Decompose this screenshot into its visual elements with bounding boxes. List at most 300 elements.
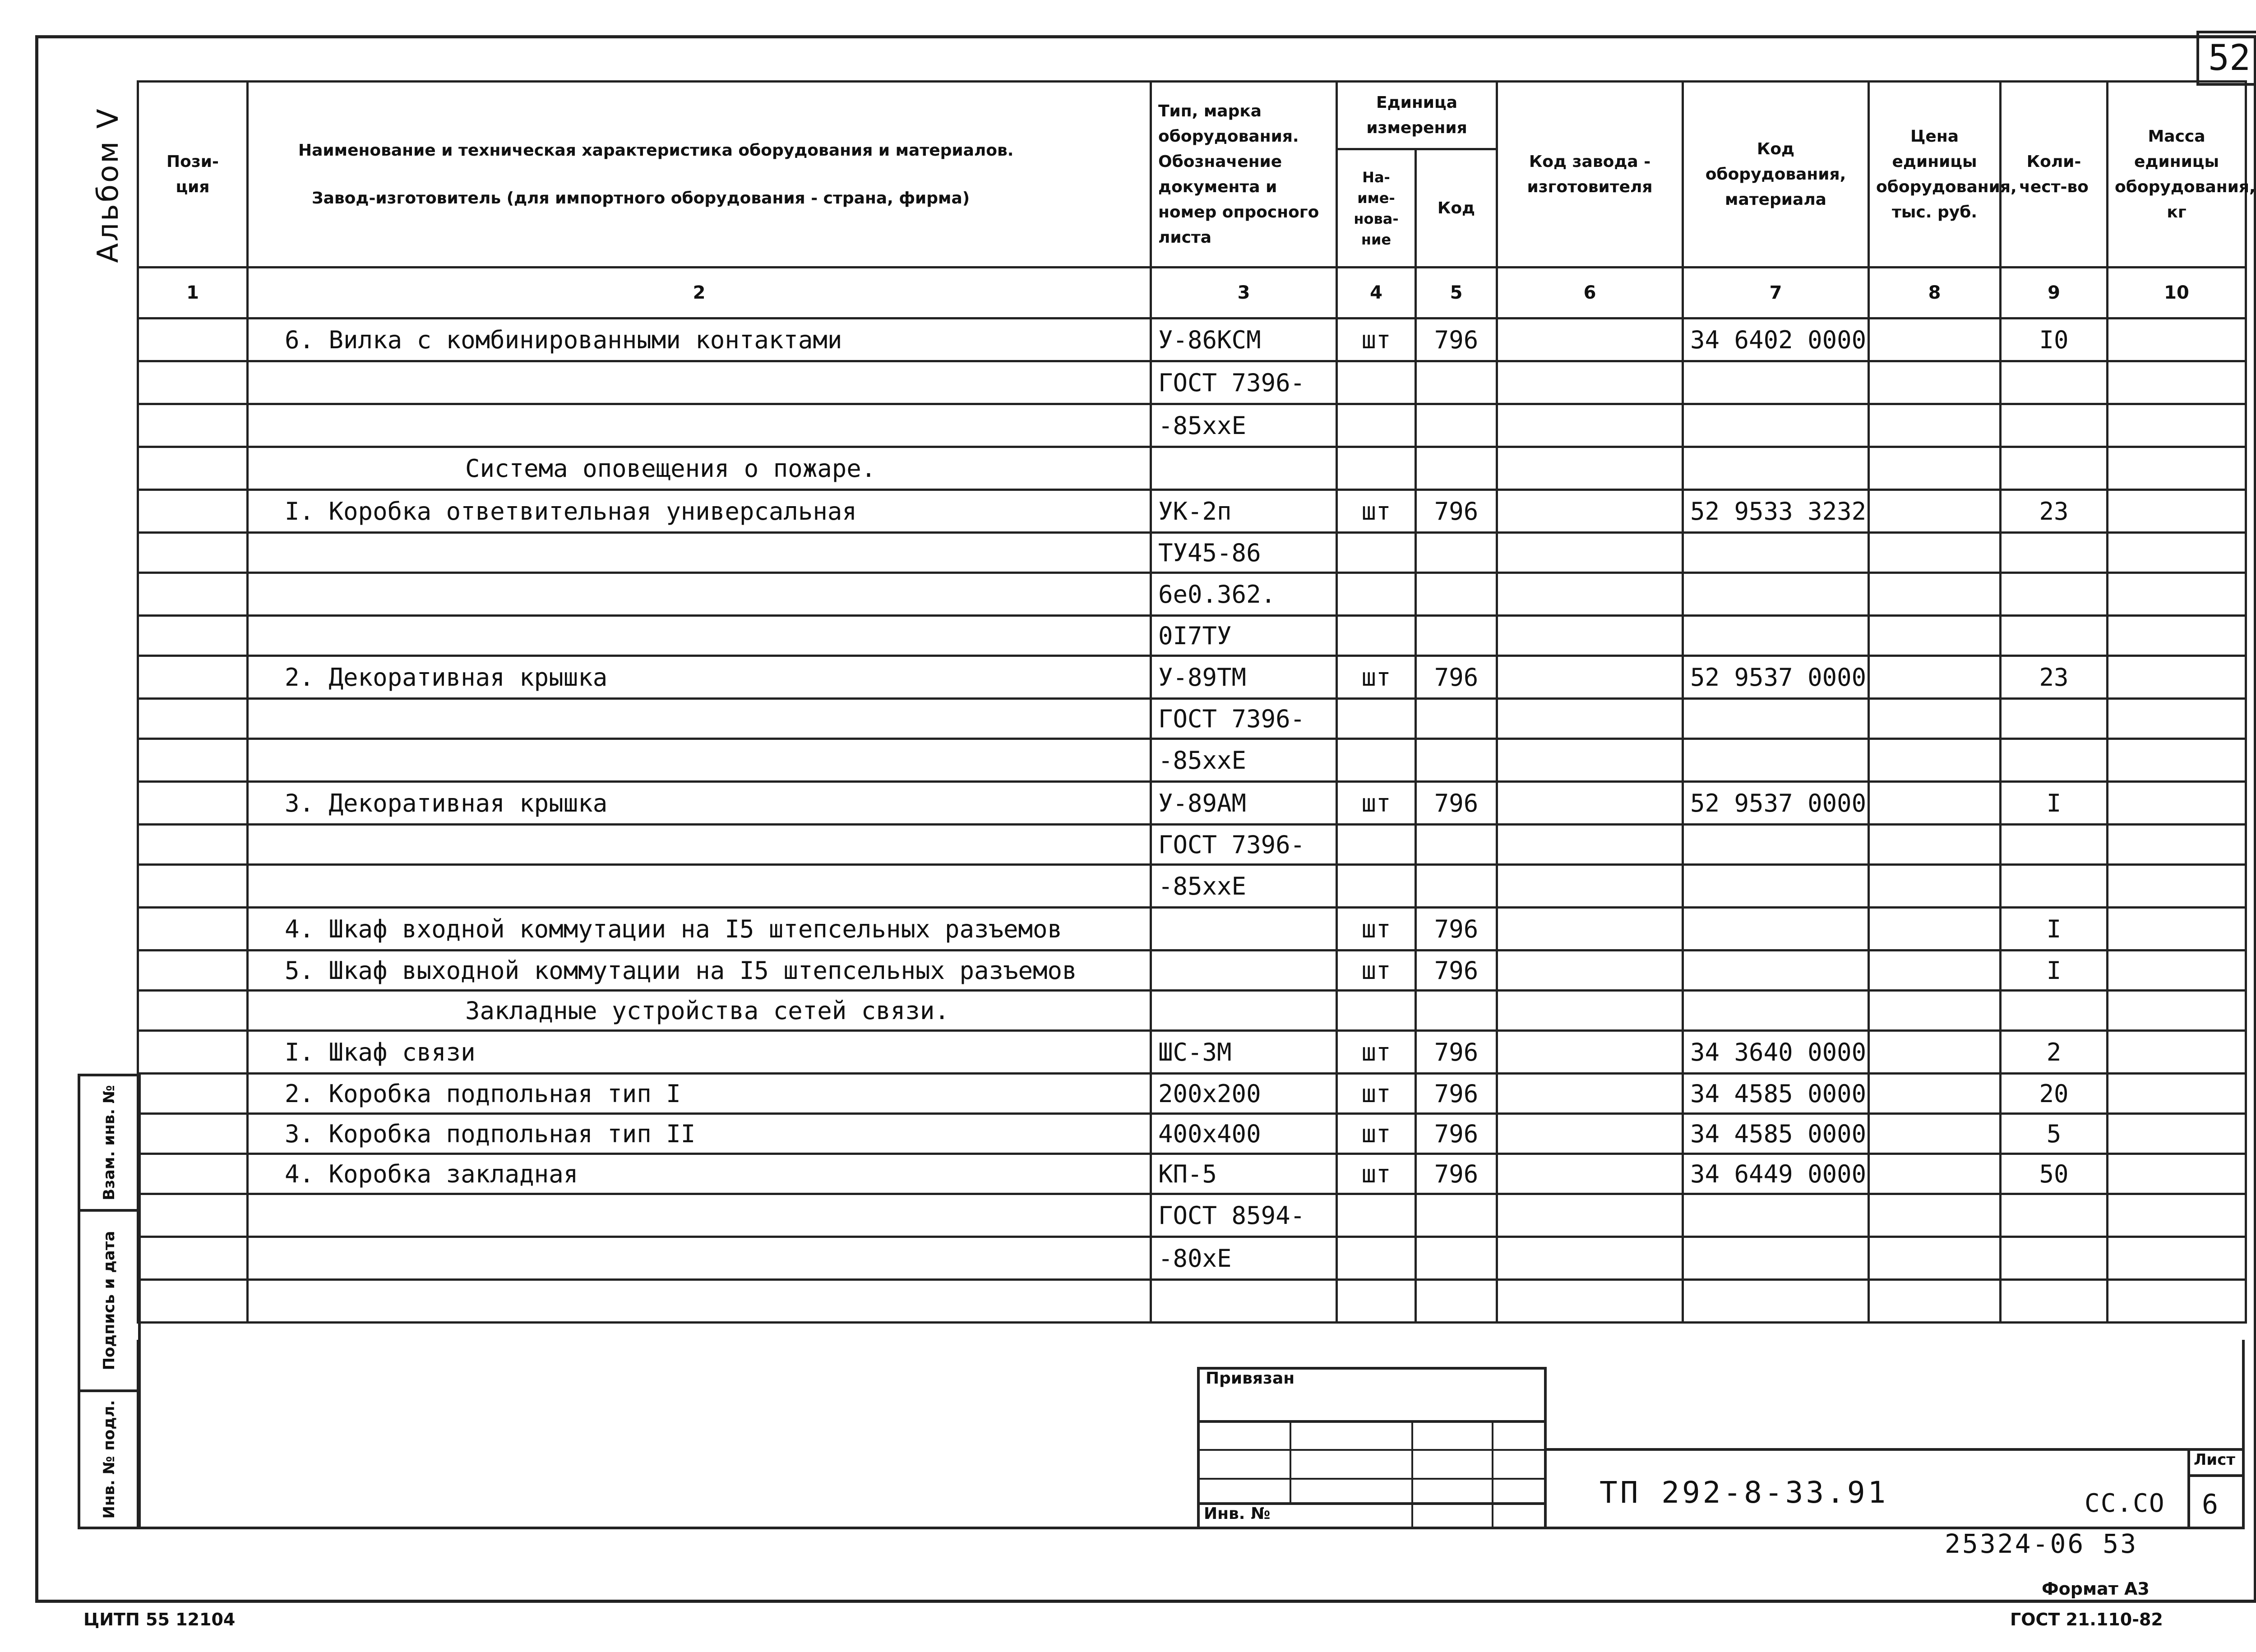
cell-material-code: 34 3640 0000 — [1683, 1031, 1869, 1074]
cell-mass — [2108, 1074, 2246, 1114]
cell-price — [1869, 991, 2001, 1031]
cell-position — [138, 447, 248, 490]
privyazan-label: Привязан — [1206, 1369, 1295, 1388]
cell-price — [1869, 318, 2001, 361]
cell-factory-code — [1497, 1114, 1683, 1154]
cell-unit — [1337, 1237, 1416, 1280]
col-num: 5 — [1416, 268, 1497, 318]
cell-name — [248, 616, 1151, 656]
cell-mass — [2108, 616, 2246, 656]
header-unit-code: Код — [1416, 149, 1497, 268]
cell-unit-code — [1416, 404, 1497, 447]
cell-type: У-89ТМ — [1151, 656, 1337, 699]
cell-unit-code — [1416, 616, 1497, 656]
cell-material-code — [1683, 361, 1869, 404]
cell-unit-code — [1416, 1280, 1497, 1323]
cell-factory-code — [1497, 1194, 1683, 1237]
cell-quantity — [2001, 865, 2108, 908]
cell-material-code: 34 6449 0000 — [1683, 1154, 1869, 1194]
cell-material-code: 34 4585 0000 — [1683, 1114, 1869, 1154]
column-number-row — [138, 268, 2246, 318]
cell-price — [1869, 361, 2001, 404]
cell-name: 4. Шкаф входной коммутации на I5 штепсельных разъемов — [248, 908, 1151, 951]
cell-factory-code — [1497, 1237, 1683, 1280]
cell-position — [138, 318, 248, 361]
cell-factory-code — [1497, 991, 1683, 1031]
cell-material-code — [1683, 1194, 1869, 1237]
cell-type: 6е0.362. — [1151, 573, 1337, 616]
cell-position — [138, 1237, 248, 1280]
cell-material-code — [1683, 865, 1869, 908]
cell-position — [138, 991, 248, 1031]
cell-name — [248, 573, 1151, 616]
cell-material-code — [1683, 739, 1869, 782]
cell-position — [138, 1194, 248, 1237]
cell-name — [248, 865, 1151, 908]
cell-name — [248, 1280, 1151, 1323]
header-mass: Масса единицы оборудования, кг — [2108, 82, 2246, 268]
cell-type: ШС-3М — [1151, 1031, 1337, 1074]
cell-unit: шт — [1337, 1114, 1416, 1154]
cell-mass — [2108, 739, 2246, 782]
cell-mass — [2108, 533, 2246, 573]
cell-position — [138, 361, 248, 404]
table-row — [138, 739, 2246, 782]
cell-type: У-89АМ — [1151, 782, 1337, 825]
cell-unit — [1337, 573, 1416, 616]
cell-mass — [2108, 656, 2246, 699]
col-num: 1 — [138, 268, 248, 318]
doc-mark: СС.СО — [2085, 1489, 2165, 1518]
table-row — [138, 991, 2246, 1031]
table-row — [138, 825, 2246, 865]
cell-price — [1869, 1031, 2001, 1074]
side-stamp — [78, 1074, 141, 1529]
cell-mass — [2108, 782, 2246, 825]
cell-mass — [2108, 404, 2246, 447]
cell-name — [248, 699, 1151, 739]
table-row — [138, 656, 2246, 699]
header-name-line1: Наименование и техническая характеристика оборудования и материалов. — [298, 141, 1014, 160]
cell-material-code — [1683, 825, 1869, 865]
cell-unit-code: 796 — [1416, 1074, 1497, 1114]
cell-type: -80хЕ — [1151, 1237, 1337, 1280]
cell-mass — [2108, 447, 2246, 490]
table-row — [138, 533, 2246, 573]
cell-quantity — [2001, 825, 2108, 865]
col-num: 6 — [1497, 268, 1683, 318]
cell-price — [1869, 1280, 2001, 1323]
table-row — [138, 1031, 2246, 1074]
sheet-label: Лист — [2194, 1451, 2235, 1469]
cell-material-code — [1683, 447, 1869, 490]
cell-position — [138, 404, 248, 447]
privyazan-rule — [1197, 1478, 1547, 1480]
cell-mass — [2108, 1154, 2246, 1194]
cell-unit-code — [1416, 865, 1497, 908]
cell-mass — [2108, 318, 2246, 361]
header-unit-group: Единица измерения — [1337, 82, 1497, 149]
cell-quantity — [2001, 361, 2108, 404]
cell-quantity: I — [2001, 782, 2108, 825]
table-row — [138, 782, 2246, 825]
cell-name — [248, 825, 1151, 865]
table-row — [138, 404, 2246, 447]
header-quantity: Коли-чест-во — [2001, 82, 2108, 268]
table-row — [138, 1237, 2246, 1280]
cell-unit — [1337, 404, 1416, 447]
cell-factory-code — [1497, 447, 1683, 490]
cell-mass — [2108, 361, 2246, 404]
cell-unit-code: 796 — [1416, 951, 1497, 991]
cell-unit — [1337, 361, 1416, 404]
cell-quantity — [2001, 991, 2108, 1031]
cell-position — [138, 1280, 248, 1323]
cell-position — [138, 739, 248, 782]
cell-quantity: I — [2001, 908, 2108, 951]
cell-unit — [1337, 447, 1416, 490]
cell-unit — [1337, 865, 1416, 908]
cell-name: Система оповещения о пожаре. — [248, 447, 1151, 490]
side-stamp-signature — [80, 1212, 138, 1392]
header-unit-name: На-име-нова-ние — [1337, 149, 1416, 268]
cell-quantity — [2001, 533, 2108, 573]
col-num: 9 — [2001, 268, 2108, 318]
cell-unit: шт — [1337, 782, 1416, 825]
cell-mass — [2108, 1114, 2246, 1154]
cell-position — [138, 656, 248, 699]
table-row — [138, 1280, 2246, 1323]
cell-name — [248, 739, 1151, 782]
cell-material-code — [1683, 991, 1869, 1031]
cell-type — [1151, 447, 1337, 490]
cell-type — [1151, 1280, 1337, 1323]
cell-price — [1869, 533, 2001, 573]
side-stamp-replace-text: Взам. инв. № — [100, 1085, 118, 1200]
col-num: 3 — [1151, 268, 1337, 318]
cell-type: ГОСТ 7396- — [1151, 361, 1337, 404]
cell-material-code — [1683, 908, 1869, 951]
sheet-value: 6 — [2202, 1489, 2221, 1520]
table-row — [138, 361, 2246, 404]
cell-material-code — [1683, 533, 1869, 573]
privyazan-rule — [1197, 1420, 1547, 1423]
cell-unit-code — [1416, 573, 1497, 616]
cell-factory-code — [1497, 908, 1683, 951]
cell-position — [138, 490, 248, 533]
sheet-divider — [2187, 1474, 2245, 1477]
header-position-text: Пози- ция — [166, 152, 219, 196]
cell-type — [1151, 951, 1337, 991]
cell-quantity: 5 — [2001, 1114, 2108, 1154]
cell-unit-code — [1416, 825, 1497, 865]
cell-factory-code — [1497, 656, 1683, 699]
table-row — [138, 951, 2246, 991]
cell-name — [248, 361, 1151, 404]
cell-type: ГОСТ 8594- — [1151, 1194, 1337, 1237]
privyazan-vline — [1290, 1420, 1291, 1502]
cell-type: -85ххЕ — [1151, 739, 1337, 782]
header-factory-code: Код завода - изготовителя — [1497, 82, 1683, 268]
table-row — [138, 1194, 2246, 1237]
cell-mass — [2108, 490, 2246, 533]
cell-factory-code — [1497, 573, 1683, 616]
cell-type: УК-2п — [1151, 490, 1337, 533]
cell-unit-code — [1416, 739, 1497, 782]
doc-code: ТП 292-8-33.91 — [1600, 1475, 1889, 1510]
cell-quantity — [2001, 1237, 2108, 1280]
cell-unit — [1337, 825, 1416, 865]
header-price: Цена единицы оборудования, тыс. руб. — [1869, 82, 2001, 268]
side-stamp-original — [80, 1392, 138, 1527]
cell-mass — [2108, 1237, 2246, 1280]
cell-position — [138, 616, 248, 656]
table-row — [138, 908, 2246, 951]
header-type: Тип, марка оборудования. Обозначение документа и номер опросного листа — [1151, 82, 1337, 268]
cell-quantity — [2001, 573, 2108, 616]
cell-price — [1869, 951, 2001, 991]
cell-factory-code — [1497, 699, 1683, 739]
cell-type: КП-5 — [1151, 1154, 1337, 1194]
cell-quantity: I0 — [2001, 318, 2108, 361]
cell-factory-code — [1497, 490, 1683, 533]
cell-unit: шт — [1337, 490, 1416, 533]
cell-name: 2. Декоративная крышка — [248, 656, 1151, 699]
cell-unit: шт — [1337, 1031, 1416, 1074]
cell-price — [1869, 782, 2001, 825]
cell-price — [1869, 865, 2001, 908]
cell-type: 0I7ТУ — [1151, 616, 1337, 656]
table-row — [138, 699, 2246, 739]
gost-label: ГОСТ 21.110-82 — [2010, 1610, 2163, 1629]
col-num: 2 — [248, 268, 1151, 318]
cell-unit-code — [1416, 447, 1497, 490]
inv-no-label: Инв. № — [1204, 1504, 1271, 1523]
cell-name: 2. Коробка подпольная тип I — [248, 1074, 1151, 1114]
cell-quantity — [2001, 447, 2108, 490]
cell-factory-code — [1497, 318, 1683, 361]
privyazan-vline — [1411, 1420, 1413, 1529]
cell-mass — [2108, 865, 2246, 908]
cell-position — [138, 782, 248, 825]
col-num: 4 — [1337, 268, 1416, 318]
cell-material-code — [1683, 404, 1869, 447]
side-stamp-replace — [80, 1076, 138, 1212]
cell-material-code: 52 9537 0000 — [1683, 656, 1869, 699]
cell-price — [1869, 1074, 2001, 1114]
col-num: 8 — [1869, 268, 2001, 318]
cell-price — [1869, 908, 2001, 951]
cell-factory-code — [1497, 533, 1683, 573]
cell-type: ГОСТ 7396- — [1151, 699, 1337, 739]
privyazan-rule — [1197, 1449, 1547, 1451]
cell-mass — [2108, 1194, 2246, 1237]
cell-unit: шт — [1337, 951, 1416, 991]
cell-factory-code — [1497, 404, 1683, 447]
side-stamp-signature-text: Подпись и дата — [100, 1231, 118, 1371]
cell-mass — [2108, 951, 2246, 991]
cell-material-code: 52 9533 3232 — [1683, 490, 1869, 533]
cell-factory-code — [1497, 782, 1683, 825]
cell-price — [1869, 656, 2001, 699]
cell-name: Закладные устройства сетей связи. — [248, 991, 1151, 1031]
cell-factory-code — [1497, 1154, 1683, 1194]
cell-unit: шт — [1337, 1154, 1416, 1194]
cell-mass — [2108, 908, 2246, 951]
cell-factory-code — [1497, 1031, 1683, 1074]
cell-unit-code: 796 — [1416, 490, 1497, 533]
cell-factory-code — [1497, 1074, 1683, 1114]
cell-unit-code: 796 — [1416, 1114, 1497, 1154]
cell-position — [138, 1074, 248, 1114]
cell-price — [1869, 1237, 2001, 1280]
table-row — [138, 865, 2246, 908]
cell-unit: шт — [1337, 656, 1416, 699]
cell-mass — [2108, 1031, 2246, 1074]
cell-quantity — [2001, 1280, 2108, 1323]
cell-unit-code — [1416, 533, 1497, 573]
cell-name: I. Коробка ответвительная универсальная — [248, 490, 1151, 533]
cell-type — [1151, 991, 1337, 1031]
cell-factory-code — [1497, 616, 1683, 656]
cell-name — [248, 533, 1151, 573]
cell-unit-code — [1416, 699, 1497, 739]
cell-quantity — [2001, 1194, 2108, 1237]
cell-unit-code — [1416, 1194, 1497, 1237]
cell-mass — [2108, 1280, 2246, 1323]
cell-quantity: 23 — [2001, 656, 2108, 699]
cell-name: 3. Коробка подпольная тип II — [248, 1114, 1151, 1154]
header-material-code: Код оборудования, материала — [1683, 82, 1869, 268]
cell-position — [138, 825, 248, 865]
cell-type: -85ххЕ — [1151, 404, 1337, 447]
cell-quantity — [2001, 616, 2108, 656]
cell-quantity — [2001, 699, 2108, 739]
cell-position — [138, 951, 248, 991]
cell-name — [248, 404, 1151, 447]
cell-quantity: 2 — [2001, 1031, 2108, 1074]
cell-unit — [1337, 739, 1416, 782]
cell-quantity: 20 — [2001, 1074, 2108, 1114]
cell-unit: шт — [1337, 318, 1416, 361]
cell-position — [138, 908, 248, 951]
table-row — [138, 1114, 2246, 1154]
cell-factory-code — [1497, 739, 1683, 782]
cell-name: 4. Коробка закладная — [248, 1154, 1151, 1194]
table-row — [138, 490, 2246, 533]
cell-mass — [2108, 573, 2246, 616]
cell-price — [1869, 699, 2001, 739]
cell-price — [1869, 1154, 2001, 1194]
cell-unit-code: 796 — [1416, 908, 1497, 951]
cell-position — [138, 573, 248, 616]
cell-position — [138, 865, 248, 908]
cell-unit-code: 796 — [1416, 782, 1497, 825]
privyazan-vline — [1492, 1420, 1493, 1529]
cell-unit: шт — [1337, 908, 1416, 951]
cell-price — [1869, 490, 2001, 533]
table-row — [138, 1074, 2246, 1114]
cell-position — [138, 1114, 248, 1154]
cell-position — [138, 533, 248, 573]
cell-factory-code — [1497, 865, 1683, 908]
cell-name: I. Шкаф связи — [248, 1031, 1151, 1074]
cell-unit-code: 796 — [1416, 1154, 1497, 1194]
cell-unit: шт — [1337, 1074, 1416, 1114]
col-num: 10 — [2108, 268, 2246, 318]
cell-unit — [1337, 533, 1416, 573]
cell-type: 400х400 — [1151, 1114, 1337, 1154]
cell-price — [1869, 447, 2001, 490]
cell-material-code: 34 6402 0000 — [1683, 318, 1869, 361]
format-label: Формат А3 — [2042, 1579, 2150, 1599]
cell-unit-code: 796 — [1416, 1031, 1497, 1074]
citp-label: ЦИТП 55 12104 — [83, 1610, 236, 1629]
cell-material-code — [1683, 1280, 1869, 1323]
cell-mass — [2108, 825, 2246, 865]
specification-table — [137, 80, 2256, 1324]
table-row — [138, 318, 2246, 361]
cell-position — [138, 1154, 248, 1194]
cell-unit-code: 796 — [1416, 318, 1497, 361]
cell-price — [1869, 616, 2001, 656]
cell-quantity: 50 — [2001, 1154, 2108, 1194]
cell-price — [1869, 739, 2001, 782]
cell-material-code — [1683, 616, 1869, 656]
cell-factory-code — [1497, 951, 1683, 991]
table-row — [138, 573, 2246, 616]
cell-unit — [1337, 991, 1416, 1031]
cell-name: 5. Шкаф выходной коммутации на I5 штепсельных разъемов — [248, 951, 1151, 991]
header-name-line2: Завод-изготовитель (для импортного оборудования - страна, фирма) — [312, 189, 970, 208]
cell-quantity — [2001, 739, 2108, 782]
cell-quantity: I — [2001, 951, 2108, 991]
cell-unit-code: 796 — [1416, 656, 1497, 699]
cell-price — [1869, 1194, 2001, 1237]
cell-name: 3. Декоративная крышка — [248, 782, 1151, 825]
header-name — [248, 82, 1151, 268]
cell-unit-code — [1416, 1237, 1497, 1280]
cell-material-code — [1683, 951, 1869, 991]
cell-quantity — [2001, 404, 2108, 447]
table-row — [138, 1154, 2246, 1194]
cell-type: У-86КСМ — [1151, 318, 1337, 361]
album-label-text: Альбом V — [92, 107, 125, 263]
cell-price — [1869, 573, 2001, 616]
cell-type: ТУ45-86 — [1151, 533, 1337, 573]
cell-factory-code — [1497, 1280, 1683, 1323]
cell-mass — [2108, 991, 2246, 1031]
sheet-corner-number: 52 — [2196, 31, 2256, 86]
bottom-number: 25324-06 53 — [1945, 1528, 2138, 1559]
cell-unit — [1337, 616, 1416, 656]
side-stamp-original-text: Инв. № подл. — [100, 1400, 118, 1519]
cell-unit — [1337, 699, 1416, 739]
cell-position — [138, 699, 248, 739]
cell-type: -85ххЕ — [1151, 865, 1337, 908]
cell-unit-code — [1416, 991, 1497, 1031]
cell-material-code — [1683, 573, 1869, 616]
cell-factory-code — [1497, 361, 1683, 404]
header-position — [138, 82, 248, 268]
cell-price — [1869, 404, 2001, 447]
cell-name: 6. Вилка с комбинированными контактами — [248, 318, 1151, 361]
cell-quantity: 23 — [2001, 490, 2108, 533]
table-row — [138, 447, 2246, 490]
album-label — [81, 108, 135, 262]
cell-material-code — [1683, 1237, 1869, 1280]
table-row — [138, 616, 2246, 656]
